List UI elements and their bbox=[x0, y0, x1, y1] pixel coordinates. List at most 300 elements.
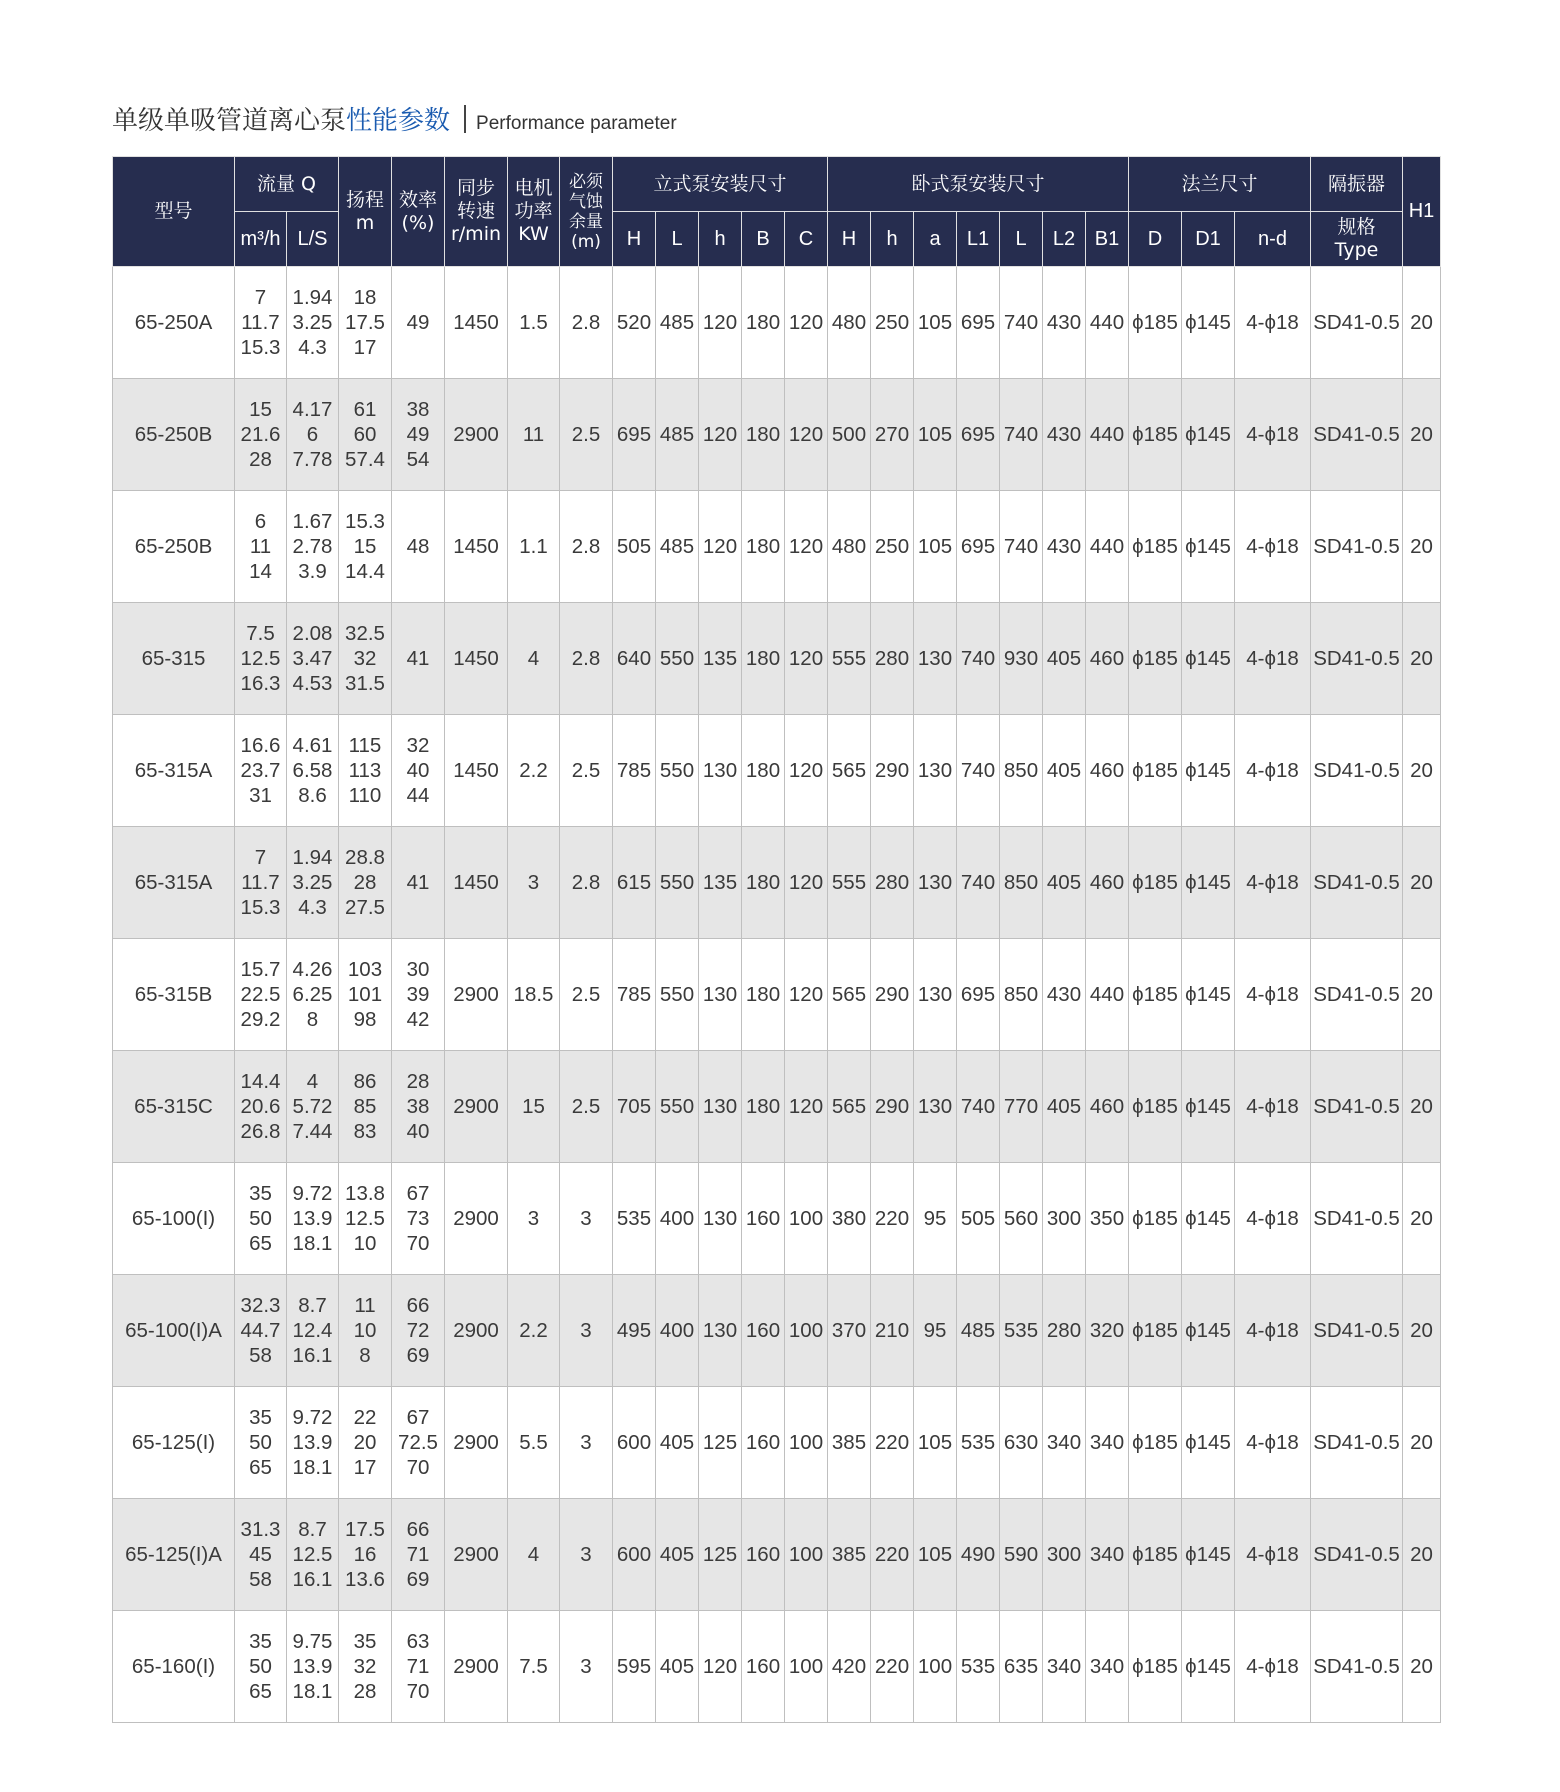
cell-flow-ls: 1.94 3.25 4.3 bbox=[287, 827, 339, 939]
cell-vertical-dim: 135 bbox=[699, 603, 742, 715]
cell-h1: 20 bbox=[1403, 603, 1441, 715]
cell-h1: 20 bbox=[1403, 379, 1441, 491]
cell-flange-dim: 4-ϕ18 bbox=[1235, 1499, 1311, 1611]
cell-vertical-dim: 615 bbox=[613, 827, 656, 939]
cell-flow-ls: 8.7 12.5 16.1 bbox=[287, 1499, 339, 1611]
cell-flange-dim: ϕ185 bbox=[1129, 603, 1182, 715]
cell-horizontal-dim: 290 bbox=[871, 715, 914, 827]
cell-flange-dim: 4-ϕ18 bbox=[1235, 491, 1311, 603]
cell-vertical-dim: 180 bbox=[742, 491, 785, 603]
cell-flow-m3h: 32.3 44.7 58 bbox=[235, 1275, 287, 1387]
cell-horizontal-dim: 740 bbox=[1000, 267, 1043, 379]
cell-horizontal-dim: 485 bbox=[957, 1275, 1000, 1387]
cell-horizontal-dim: 105 bbox=[914, 1387, 957, 1499]
cell-horizontal-dim: 460 bbox=[1086, 827, 1129, 939]
cell-flange-dim: ϕ185 bbox=[1129, 1387, 1182, 1499]
cell-vertical-dim: 180 bbox=[742, 715, 785, 827]
cell-flange-dim: ϕ185 bbox=[1129, 1163, 1182, 1275]
cell-horizontal-dim: 340 bbox=[1043, 1387, 1086, 1499]
cell-vertical-dim: 180 bbox=[742, 379, 785, 491]
header-v-h: h bbox=[699, 212, 742, 267]
cell-flow-m3h: 35 50 65 bbox=[235, 1163, 287, 1275]
cell-horizontal-dim: 300 bbox=[1043, 1163, 1086, 1275]
cell-vertical-dim: 550 bbox=[656, 827, 699, 939]
header-model: 型号 bbox=[113, 157, 235, 267]
cell-vertical-dim: 120 bbox=[785, 715, 828, 827]
cell-efficiency: 28 38 40 bbox=[392, 1051, 445, 1163]
cell-horizontal-dim: 565 bbox=[828, 1051, 871, 1163]
cell-horizontal-dim: 695 bbox=[957, 267, 1000, 379]
cell-vertical-dim: 125 bbox=[699, 1387, 742, 1499]
cell-vertical-dim: 495 bbox=[613, 1275, 656, 1387]
cell-efficiency: 41 bbox=[392, 603, 445, 715]
cell-vertical-dim: 130 bbox=[699, 1051, 742, 1163]
cell-head: 22 20 17 bbox=[339, 1387, 392, 1499]
cell-vertical-dim: 100 bbox=[785, 1611, 828, 1723]
table-row bbox=[113, 939, 1441, 1051]
cell-flange-dim: ϕ145 bbox=[1182, 939, 1235, 1051]
cell-vertical-dim: 405 bbox=[656, 1387, 699, 1499]
cell-flow-m3h: 16.6 23.7 31 bbox=[235, 715, 287, 827]
cell-horizontal-dim: 460 bbox=[1086, 1051, 1129, 1163]
cell-horizontal-dim: 430 bbox=[1043, 491, 1086, 603]
cell-vertical-dim: 120 bbox=[699, 491, 742, 603]
cell-flange-dim: ϕ145 bbox=[1182, 1275, 1235, 1387]
cell-speed: 2900 bbox=[445, 939, 508, 1051]
cell-flange-dim: 4-ϕ18 bbox=[1235, 827, 1311, 939]
cell-horizontal-dim: 440 bbox=[1086, 491, 1129, 603]
cell-vertical-dim: 120 bbox=[785, 267, 828, 379]
cell-npsh: 2.5 bbox=[560, 715, 613, 827]
cell-power: 18.5 bbox=[508, 939, 560, 1051]
cell-vertical-dim: 125 bbox=[699, 1499, 742, 1611]
cell-efficiency: 67 72.5 70 bbox=[392, 1387, 445, 1499]
cell-vertical-dim: 120 bbox=[785, 1051, 828, 1163]
cell-horizontal-dim: 280 bbox=[871, 827, 914, 939]
cell-horizontal-dim: 220 bbox=[871, 1387, 914, 1499]
cell-horizontal-dim: 320 bbox=[1086, 1275, 1129, 1387]
cell-horizontal-dim: 220 bbox=[871, 1499, 914, 1611]
header-speed: 同步 转速 r/min bbox=[445, 157, 508, 267]
cell-vertical-dim: 405 bbox=[656, 1499, 699, 1611]
cell-horizontal-dim: 460 bbox=[1086, 715, 1129, 827]
cell-head: 28.8 28 27.5 bbox=[339, 827, 392, 939]
cell-horizontal-dim: 130 bbox=[914, 1051, 957, 1163]
cell-model: 65-315B bbox=[113, 939, 235, 1051]
header-isolator: 隔振器 bbox=[1311, 157, 1403, 212]
cell-head: 17.5 16 13.6 bbox=[339, 1499, 392, 1611]
cell-npsh: 2.5 bbox=[560, 939, 613, 1051]
cell-flange-dim: ϕ145 bbox=[1182, 1163, 1235, 1275]
cell-horizontal-dim: 930 bbox=[1000, 603, 1043, 715]
table-row bbox=[113, 1163, 1441, 1275]
cell-model: 65-315C bbox=[113, 1051, 235, 1163]
cell-power: 5.5 bbox=[508, 1387, 560, 1499]
cell-horizontal-dim: 105 bbox=[914, 267, 957, 379]
cell-flange-dim: 4-ϕ18 bbox=[1235, 1051, 1311, 1163]
cell-npsh: 3 bbox=[560, 1275, 613, 1387]
cell-horizontal-dim: 850 bbox=[1000, 715, 1043, 827]
cell-horizontal-dim: 220 bbox=[871, 1163, 914, 1275]
cell-horizontal-dim: 500 bbox=[828, 379, 871, 491]
cell-horizontal-dim: 430 bbox=[1043, 379, 1086, 491]
cell-horizontal-dim: 280 bbox=[871, 603, 914, 715]
cell-speed: 2900 bbox=[445, 1051, 508, 1163]
cell-npsh: 2.8 bbox=[560, 603, 613, 715]
cell-isolator-type: SD41-0.5 bbox=[1311, 1163, 1403, 1275]
cell-flow-ls: 4.17 6 7.78 bbox=[287, 379, 339, 491]
table-row bbox=[113, 1387, 1441, 1499]
cell-horizontal-dim: 490 bbox=[957, 1499, 1000, 1611]
table-row bbox=[113, 379, 1441, 491]
cell-horizontal-dim: 250 bbox=[871, 491, 914, 603]
cell-power: 15 bbox=[508, 1051, 560, 1163]
header-power: 电机 功率 KW bbox=[508, 157, 560, 267]
cell-vertical-dim: 120 bbox=[785, 603, 828, 715]
cell-isolator-type: SD41-0.5 bbox=[1311, 267, 1403, 379]
header-v-B: B bbox=[742, 212, 785, 267]
cell-head: 18 17.5 17 bbox=[339, 267, 392, 379]
cell-vertical-dim: 130 bbox=[699, 1163, 742, 1275]
cell-vertical-dim: 160 bbox=[742, 1387, 785, 1499]
cell-flange-dim: 4-ϕ18 bbox=[1235, 939, 1311, 1051]
cell-horizontal-dim: 555 bbox=[828, 827, 871, 939]
cell-isolator-type: SD41-0.5 bbox=[1311, 715, 1403, 827]
cell-model: 65-160(I) bbox=[113, 1611, 235, 1723]
cell-flange-dim: ϕ185 bbox=[1129, 491, 1182, 603]
cell-h1: 20 bbox=[1403, 1387, 1441, 1499]
cell-flange-dim: 4-ϕ18 bbox=[1235, 267, 1311, 379]
header-flow: 流量 Q bbox=[235, 157, 339, 212]
performance-table bbox=[112, 156, 1441, 1723]
cell-horizontal-dim: 740 bbox=[957, 1051, 1000, 1163]
header-flange-D: D bbox=[1129, 212, 1182, 267]
cell-isolator-type: SD41-0.5 bbox=[1311, 603, 1403, 715]
cell-head: 61 60 57.4 bbox=[339, 379, 392, 491]
cell-horizontal-dim: 105 bbox=[914, 1499, 957, 1611]
cell-horizontal-dim: 290 bbox=[871, 939, 914, 1051]
cell-efficiency: 30 39 42 bbox=[392, 939, 445, 1051]
cell-speed: 1450 bbox=[445, 267, 508, 379]
cell-vertical-dim: 160 bbox=[742, 1275, 785, 1387]
cell-vertical-dim: 600 bbox=[613, 1387, 656, 1499]
cell-horizontal-dim: 480 bbox=[828, 267, 871, 379]
header-efficiency: 效率 (%) bbox=[392, 157, 445, 267]
cell-power: 7.5 bbox=[508, 1611, 560, 1723]
header-flange-D1: D1 bbox=[1182, 212, 1235, 267]
cell-vertical-dim: 120 bbox=[785, 379, 828, 491]
header-horizontal: 卧式泵安装尺寸 bbox=[828, 157, 1129, 212]
cell-flange-dim: 4-ϕ18 bbox=[1235, 379, 1311, 491]
cell-h1: 20 bbox=[1403, 939, 1441, 1051]
cell-vertical-dim: 180 bbox=[742, 1051, 785, 1163]
cell-vertical-dim: 130 bbox=[699, 939, 742, 1051]
cell-horizontal-dim: 340 bbox=[1086, 1387, 1129, 1499]
cell-vertical-dim: 405 bbox=[656, 1611, 699, 1723]
cell-horizontal-dim: 340 bbox=[1043, 1611, 1086, 1723]
cell-horizontal-dim: 635 bbox=[1000, 1611, 1043, 1723]
cell-isolator-type: SD41-0.5 bbox=[1311, 827, 1403, 939]
cell-vertical-dim: 550 bbox=[656, 1051, 699, 1163]
cell-vertical-dim: 100 bbox=[785, 1163, 828, 1275]
cell-flange-dim: ϕ185 bbox=[1129, 939, 1182, 1051]
cell-head: 32.5 32 31.5 bbox=[339, 603, 392, 715]
cell-flow-m3h: 35 50 65 bbox=[235, 1611, 287, 1723]
cell-model: 65-315 bbox=[113, 603, 235, 715]
header-flange: 法兰尺寸 bbox=[1129, 157, 1311, 212]
cell-model: 65-250A bbox=[113, 267, 235, 379]
cell-horizontal-dim: 105 bbox=[914, 491, 957, 603]
cell-flange-dim: ϕ145 bbox=[1182, 267, 1235, 379]
cell-vertical-dim: 180 bbox=[742, 267, 785, 379]
cell-vertical-dim: 550 bbox=[656, 715, 699, 827]
cell-model: 65-250B bbox=[113, 491, 235, 603]
title-separator bbox=[464, 105, 466, 133]
cell-power: 3 bbox=[508, 827, 560, 939]
header-hz-L1: L1 bbox=[957, 212, 1000, 267]
cell-efficiency: 66 72 69 bbox=[392, 1275, 445, 1387]
cell-vertical-dim: 130 bbox=[699, 1275, 742, 1387]
cell-horizontal-dim: 460 bbox=[1086, 603, 1129, 715]
cell-flow-m3h: 35 50 65 bbox=[235, 1387, 287, 1499]
cell-horizontal-dim: 740 bbox=[957, 827, 1000, 939]
cell-horizontal-dim: 405 bbox=[1043, 715, 1086, 827]
cell-flange-dim: 4-ϕ18 bbox=[1235, 715, 1311, 827]
cell-speed: 2900 bbox=[445, 1387, 508, 1499]
cell-flange-dim: ϕ145 bbox=[1182, 491, 1235, 603]
cell-horizontal-dim: 95 bbox=[914, 1163, 957, 1275]
cell-horizontal-dim: 385 bbox=[828, 1499, 871, 1611]
cell-horizontal-dim: 130 bbox=[914, 939, 957, 1051]
cell-horizontal-dim: 440 bbox=[1086, 939, 1129, 1051]
cell-isolator-type: SD41-0.5 bbox=[1311, 1499, 1403, 1611]
cell-efficiency: 48 bbox=[392, 491, 445, 603]
cell-h1: 20 bbox=[1403, 1611, 1441, 1723]
cell-flange-dim: ϕ185 bbox=[1129, 267, 1182, 379]
header-vertical: 立式泵安装尺寸 bbox=[613, 157, 828, 212]
cell-isolator-type: SD41-0.5 bbox=[1311, 491, 1403, 603]
cell-isolator-type: SD41-0.5 bbox=[1311, 1051, 1403, 1163]
cell-horizontal-dim: 290 bbox=[871, 1051, 914, 1163]
cell-efficiency: 32 40 44 bbox=[392, 715, 445, 827]
cell-horizontal-dim: 590 bbox=[1000, 1499, 1043, 1611]
cell-horizontal-dim: 850 bbox=[1000, 827, 1043, 939]
cell-vertical-dim: 485 bbox=[656, 267, 699, 379]
cell-horizontal-dim: 850 bbox=[1000, 939, 1043, 1051]
cell-vertical-dim: 400 bbox=[656, 1275, 699, 1387]
cell-horizontal-dim: 505 bbox=[957, 1163, 1000, 1275]
cell-efficiency: 63 71 70 bbox=[392, 1611, 445, 1723]
header-isolator-type: 规格 Type bbox=[1311, 212, 1403, 267]
header-head: 扬程 m bbox=[339, 157, 392, 267]
cell-vertical-dim: 130 bbox=[699, 715, 742, 827]
cell-npsh: 3 bbox=[560, 1499, 613, 1611]
cell-h1: 20 bbox=[1403, 267, 1441, 379]
cell-vertical-dim: 505 bbox=[613, 491, 656, 603]
cell-h1: 20 bbox=[1403, 1499, 1441, 1611]
cell-power: 2.2 bbox=[508, 1275, 560, 1387]
cell-power: 3 bbox=[508, 1163, 560, 1275]
cell-flow-ls: 4.26 6.25 8 bbox=[287, 939, 339, 1051]
cell-power: 1.5 bbox=[508, 267, 560, 379]
cell-horizontal-dim: 740 bbox=[1000, 491, 1043, 603]
table-row bbox=[113, 715, 1441, 827]
cell-npsh: 2.5 bbox=[560, 379, 613, 491]
cell-vertical-dim: 600 bbox=[613, 1499, 656, 1611]
cell-horizontal-dim: 405 bbox=[1043, 603, 1086, 715]
title-highlight: 性能参数 bbox=[346, 106, 451, 136]
cell-flow-m3h: 7 11.7 15.3 bbox=[235, 827, 287, 939]
cell-h1: 20 bbox=[1403, 827, 1441, 939]
cell-head: 86 85 83 bbox=[339, 1051, 392, 1163]
cell-horizontal-dim: 340 bbox=[1086, 1499, 1129, 1611]
cell-vertical-dim: 785 bbox=[613, 939, 656, 1051]
table-row bbox=[113, 827, 1441, 939]
cell-horizontal-dim: 630 bbox=[1000, 1387, 1043, 1499]
table-row bbox=[113, 491, 1441, 603]
cell-h1: 20 bbox=[1403, 1163, 1441, 1275]
cell-model: 65-125(I)A bbox=[113, 1499, 235, 1611]
cell-horizontal-dim: 695 bbox=[957, 491, 1000, 603]
cell-vertical-dim: 180 bbox=[742, 603, 785, 715]
cell-isolator-type: SD41-0.5 bbox=[1311, 1611, 1403, 1723]
cell-flow-m3h: 7.5 12.5 16.3 bbox=[235, 603, 287, 715]
cell-efficiency: 49 bbox=[392, 267, 445, 379]
cell-speed: 1450 bbox=[445, 715, 508, 827]
cell-flange-dim: ϕ145 bbox=[1182, 715, 1235, 827]
header-v-C: C bbox=[785, 212, 828, 267]
cell-vertical-dim: 180 bbox=[742, 827, 785, 939]
cell-speed: 2900 bbox=[445, 1275, 508, 1387]
cell-efficiency: 38 49 54 bbox=[392, 379, 445, 491]
cell-flow-ls: 4.61 6.58 8.6 bbox=[287, 715, 339, 827]
cell-vertical-dim: 120 bbox=[785, 827, 828, 939]
table-body bbox=[113, 267, 1441, 1723]
cell-npsh: 3 bbox=[560, 1387, 613, 1499]
cell-vertical-dim: 120 bbox=[785, 491, 828, 603]
cell-power: 2.2 bbox=[508, 715, 560, 827]
cell-flow-ls: 9.75 13.9 18.1 bbox=[287, 1611, 339, 1723]
header-hz-h: h bbox=[871, 212, 914, 267]
header-v-L: L bbox=[656, 212, 699, 267]
cell-vertical-dim: 100 bbox=[785, 1275, 828, 1387]
cell-speed: 1450 bbox=[445, 491, 508, 603]
cell-h1: 20 bbox=[1403, 1275, 1441, 1387]
cell-flow-ls: 9.72 13.9 18.1 bbox=[287, 1163, 339, 1275]
cell-npsh: 3 bbox=[560, 1163, 613, 1275]
table-row bbox=[113, 1611, 1441, 1723]
header-flange-nd: n-d bbox=[1235, 212, 1311, 267]
cell-horizontal-dim: 565 bbox=[828, 939, 871, 1051]
cell-vertical-dim: 120 bbox=[785, 939, 828, 1051]
cell-power: 4 bbox=[508, 1499, 560, 1611]
cell-vertical-dim: 400 bbox=[656, 1163, 699, 1275]
cell-model: 65-100(I) bbox=[113, 1163, 235, 1275]
cell-flange-dim: ϕ185 bbox=[1129, 1051, 1182, 1163]
cell-flange-dim: ϕ145 bbox=[1182, 827, 1235, 939]
cell-head: 35 32 28 bbox=[339, 1611, 392, 1723]
cell-vertical-dim: 595 bbox=[613, 1611, 656, 1723]
cell-horizontal-dim: 565 bbox=[828, 715, 871, 827]
cell-horizontal-dim: 440 bbox=[1086, 379, 1129, 491]
cell-vertical-dim: 485 bbox=[656, 379, 699, 491]
cell-npsh: 2.5 bbox=[560, 1051, 613, 1163]
cell-horizontal-dim: 535 bbox=[957, 1611, 1000, 1723]
cell-model: 65-315A bbox=[113, 827, 235, 939]
cell-efficiency: 66 71 69 bbox=[392, 1499, 445, 1611]
cell-isolator-type: SD41-0.5 bbox=[1311, 1275, 1403, 1387]
cell-flow-ls: 8.7 12.4 16.1 bbox=[287, 1275, 339, 1387]
header-v-H: H bbox=[613, 212, 656, 267]
table-row bbox=[113, 267, 1441, 379]
cell-vertical-dim: 120 bbox=[699, 1611, 742, 1723]
cell-flow-m3h: 15.7 22.5 29.2 bbox=[235, 939, 287, 1051]
cell-horizontal-dim: 420 bbox=[828, 1611, 871, 1723]
cell-flange-dim: ϕ185 bbox=[1129, 1611, 1182, 1723]
cell-flow-ls: 9.72 13.9 18.1 bbox=[287, 1387, 339, 1499]
cell-model: 65-315A bbox=[113, 715, 235, 827]
cell-power: 11 bbox=[508, 379, 560, 491]
header-hz-L: L bbox=[1000, 212, 1043, 267]
cell-horizontal-dim: 405 bbox=[1043, 827, 1086, 939]
cell-horizontal-dim: 95 bbox=[914, 1275, 957, 1387]
table-row bbox=[113, 1499, 1441, 1611]
cell-horizontal-dim: 250 bbox=[871, 267, 914, 379]
cell-vertical-dim: 695 bbox=[613, 379, 656, 491]
cell-flow-m3h: 15 21.6 28 bbox=[235, 379, 287, 491]
cell-flange-dim: ϕ145 bbox=[1182, 1051, 1235, 1163]
cell-horizontal-dim: 350 bbox=[1086, 1163, 1129, 1275]
cell-vertical-dim: 100 bbox=[785, 1387, 828, 1499]
cell-model: 65-250B bbox=[113, 379, 235, 491]
cell-npsh: 2.8 bbox=[560, 827, 613, 939]
cell-horizontal-dim: 105 bbox=[914, 379, 957, 491]
cell-vertical-dim: 520 bbox=[613, 267, 656, 379]
cell-vertical-dim: 180 bbox=[742, 939, 785, 1051]
cell-vertical-dim: 485 bbox=[656, 491, 699, 603]
cell-vertical-dim: 550 bbox=[656, 603, 699, 715]
cell-horizontal-dim: 220 bbox=[871, 1611, 914, 1723]
cell-flange-dim: ϕ185 bbox=[1129, 1499, 1182, 1611]
cell-speed: 1450 bbox=[445, 603, 508, 715]
title-main: 单级单吸管道离心泵 bbox=[112, 106, 347, 136]
cell-h1: 20 bbox=[1403, 491, 1441, 603]
cell-flange-dim: ϕ145 bbox=[1182, 1387, 1235, 1499]
cell-h1: 20 bbox=[1403, 1051, 1441, 1163]
cell-flow-m3h: 31.3 45 58 bbox=[235, 1499, 287, 1611]
cell-flange-dim: 4-ϕ18 bbox=[1235, 1387, 1311, 1499]
cell-vertical-dim: 705 bbox=[613, 1051, 656, 1163]
table-row bbox=[113, 1051, 1441, 1163]
cell-horizontal-dim: 440 bbox=[1086, 267, 1129, 379]
cell-horizontal-dim: 130 bbox=[914, 827, 957, 939]
cell-head: 115 113 110 bbox=[339, 715, 392, 827]
header-hz-B1: B1 bbox=[1086, 212, 1129, 267]
cell-horizontal-dim: 555 bbox=[828, 603, 871, 715]
cell-speed: 2900 bbox=[445, 1163, 508, 1275]
header-hz-a: a bbox=[914, 212, 957, 267]
header-hz-L2: L2 bbox=[1043, 212, 1086, 267]
cell-npsh: 2.8 bbox=[560, 267, 613, 379]
cell-flange-dim: 4-ϕ18 bbox=[1235, 603, 1311, 715]
cell-flange-dim: 4-ϕ18 bbox=[1235, 1163, 1311, 1275]
cell-horizontal-dim: 340 bbox=[1086, 1611, 1129, 1723]
cell-npsh: 3 bbox=[560, 1611, 613, 1723]
cell-flange-dim: ϕ185 bbox=[1129, 1275, 1182, 1387]
cell-vertical-dim: 640 bbox=[613, 603, 656, 715]
cell-horizontal-dim: 740 bbox=[1000, 379, 1043, 491]
cell-flange-dim: ϕ145 bbox=[1182, 379, 1235, 491]
